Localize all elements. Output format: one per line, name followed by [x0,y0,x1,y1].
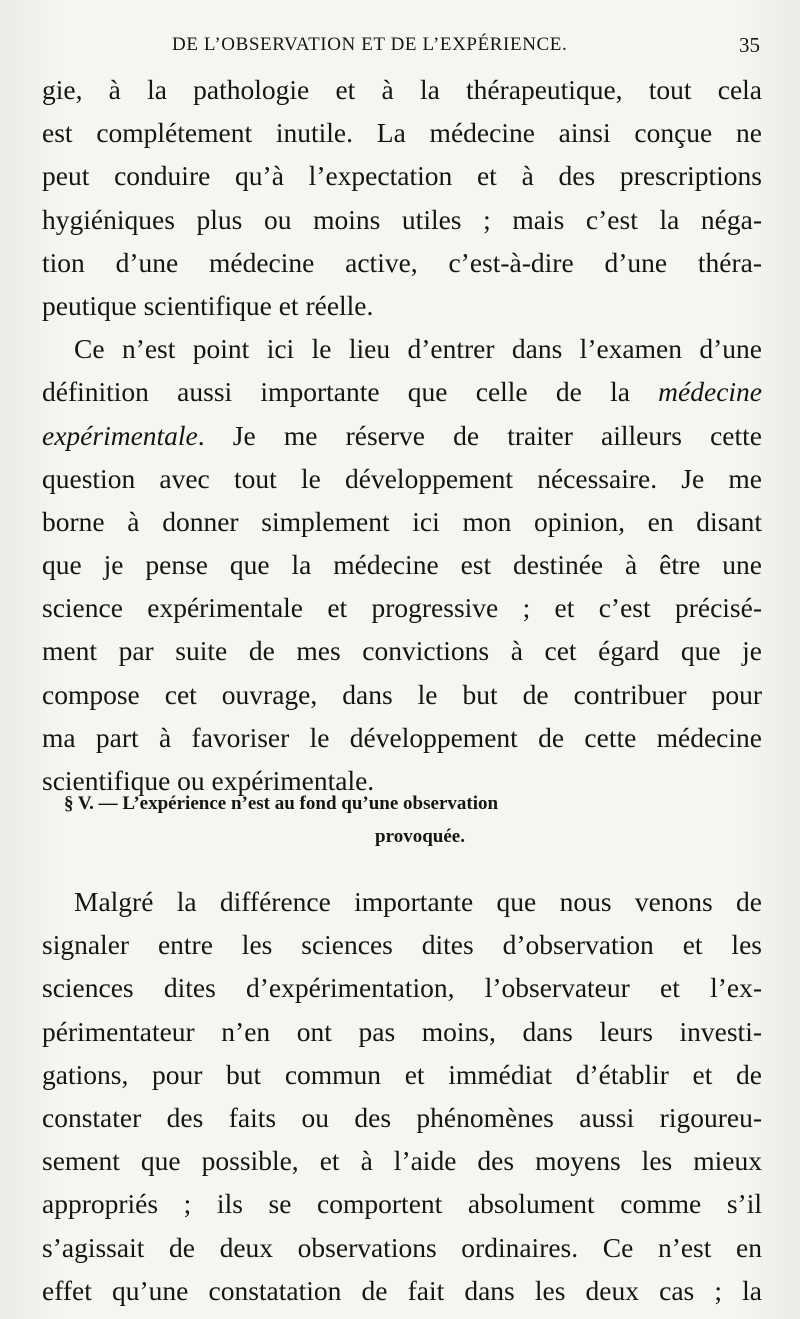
text-line: compose cet ouvrage, dans le but de contribuer pour [42,678,762,710]
text-line: signaler entre les sciences dites d’observation et les [42,929,762,961]
text-line [42,370,762,413]
text-line: Malgré la différence importante que nous venons de [74,886,762,917]
text-line [42,414,762,457]
text-line: hygiéniques plus ou moins utiles ; mais c’est la néga- [42,203,762,235]
running-head [0,34,800,60]
text-line: peut conduire qu’à l’expectation et à des prescriptions [42,160,762,192]
text-line: appropriés ; ils se comportent absolument comme s’il [42,1188,762,1220]
text-line: gie, à la pathologie et à la thérapeutique, tout cela [42,74,762,105]
text-line: science expérimentale et progressive ; et c’est précisé- [42,592,762,624]
text-line: que je pense que la médecine est destinée à être une [42,549,762,581]
text-line: ment par suite de mes convictions à cet égard que je [42,635,762,667]
text-line: question avec tout le développement nécessaire. Je me [42,462,762,494]
text-line: tion d’une médecine active, c’est-à-dire d’une théra- [42,246,762,278]
text-span: . Je me réserve de traiter ailleurs cette [197,419,762,451]
page-number: 35 [739,33,760,57]
body-text-lower [42,880,762,1312]
text-line: gations, pour but commun et immédiat d’établir et de [42,1058,762,1090]
text-line: peutique scientifique et réelle. [42,289,374,321]
text-line: effet qu’une constatation de fait dans les deux cas ; la [42,1274,762,1306]
italic-term: médecine [658,376,762,408]
text-line: est complétement inutile. La médecine ainsi conçue ne [42,117,762,149]
section-heading-line: § V. — L’expérience n’est au fond qu’une observation [64,793,499,814]
text-span: définition aussi importante que celle de la [42,376,630,408]
text-line: sement que possible, et à l’aide des moyens les mieux [42,1145,762,1177]
text-line: Ce n’est point ici le lieu d’entrer dans l’examen d’une [74,333,762,365]
text-line: ma part à favoriser le développement de cette médecine [42,721,762,753]
running-title: DE L’OBSERVATION ET DE L’EXPÉRIENCE. [172,34,568,55]
body-text-upper [42,68,762,802]
italic-term: expérimentale [42,419,198,451]
text-line: borne à donner simplement ici mon opinion, en disant [42,505,762,537]
text-line: s’agissait de deux observations ordinaires. Ce n’est en [42,1231,762,1263]
text-line: sciences dites d’expérimentation, l’observateur et l’ex- [42,972,762,1004]
text-line: scientifique ou expérimentale. [42,765,375,796]
text-line: constater des faits ou des phénomènes aussi rigoureu- [42,1101,762,1133]
text-line: périmentateur n’en ont pas moins, dans leurs investi- [42,1015,762,1047]
section-heading-line: provoquée. [375,826,465,847]
